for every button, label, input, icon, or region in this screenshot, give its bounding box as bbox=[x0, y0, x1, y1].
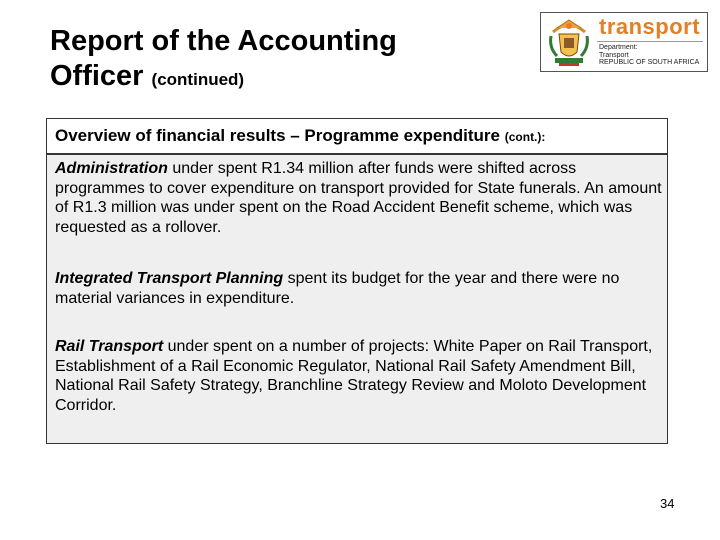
coat-of-arms-icon bbox=[547, 18, 591, 68]
logo-wordmark: transport bbox=[599, 14, 701, 39]
section-heading: Overview of financial results – Programme expenditure (cont.): bbox=[55, 126, 546, 145]
paragraph-administration bbox=[55, 159, 663, 237]
logo-department-text: Department: Transport REPUBLIC OF SOUTH AFRICA bbox=[599, 44, 700, 66]
paragraph-text: spent its budget for the year and there were no material variances in expenditure. bbox=[55, 270, 620, 307]
section-heading-box bbox=[46, 118, 668, 154]
paragraph-text: under spent on a number of projects: White Paper on Rail Transport, Establishment of a Rail Economic Regulator, National Rail Safety Amendment Bill, National Rail Safety Strategy, Branchline Strategy Review and Moloto Development Corridor. bbox=[55, 338, 653, 414]
paragraph-lead: Administration bbox=[55, 160, 168, 177]
paragraph-lead: Rail Transport bbox=[55, 338, 164, 355]
department-logo bbox=[540, 12, 708, 72]
page-number: 34 bbox=[660, 496, 675, 511]
paragraph-lead: Integrated Transport Planning bbox=[55, 270, 284, 287]
paragraph-text: under spent R1.34 million after funds were shifted across programmes to cover expenditure on transport provided for State funerals. An amount of R1.3 million was under spent on the Road Accident Benefit scheme, which was requested as a rollover. bbox=[55, 160, 662, 236]
logo-divider bbox=[597, 41, 703, 42]
page-title bbox=[50, 24, 490, 97]
paragraph-rail-transport bbox=[55, 337, 663, 415]
section-heading-suffix: (cont.): bbox=[504, 130, 546, 144]
title-suffix: (continued) bbox=[151, 70, 245, 89]
content-box bbox=[46, 154, 668, 444]
title-line-2: Officer bbox=[50, 60, 144, 92]
title-line-1: Report of the Accounting bbox=[50, 25, 397, 57]
paragraph-integrated-transport-planning bbox=[55, 269, 663, 308]
